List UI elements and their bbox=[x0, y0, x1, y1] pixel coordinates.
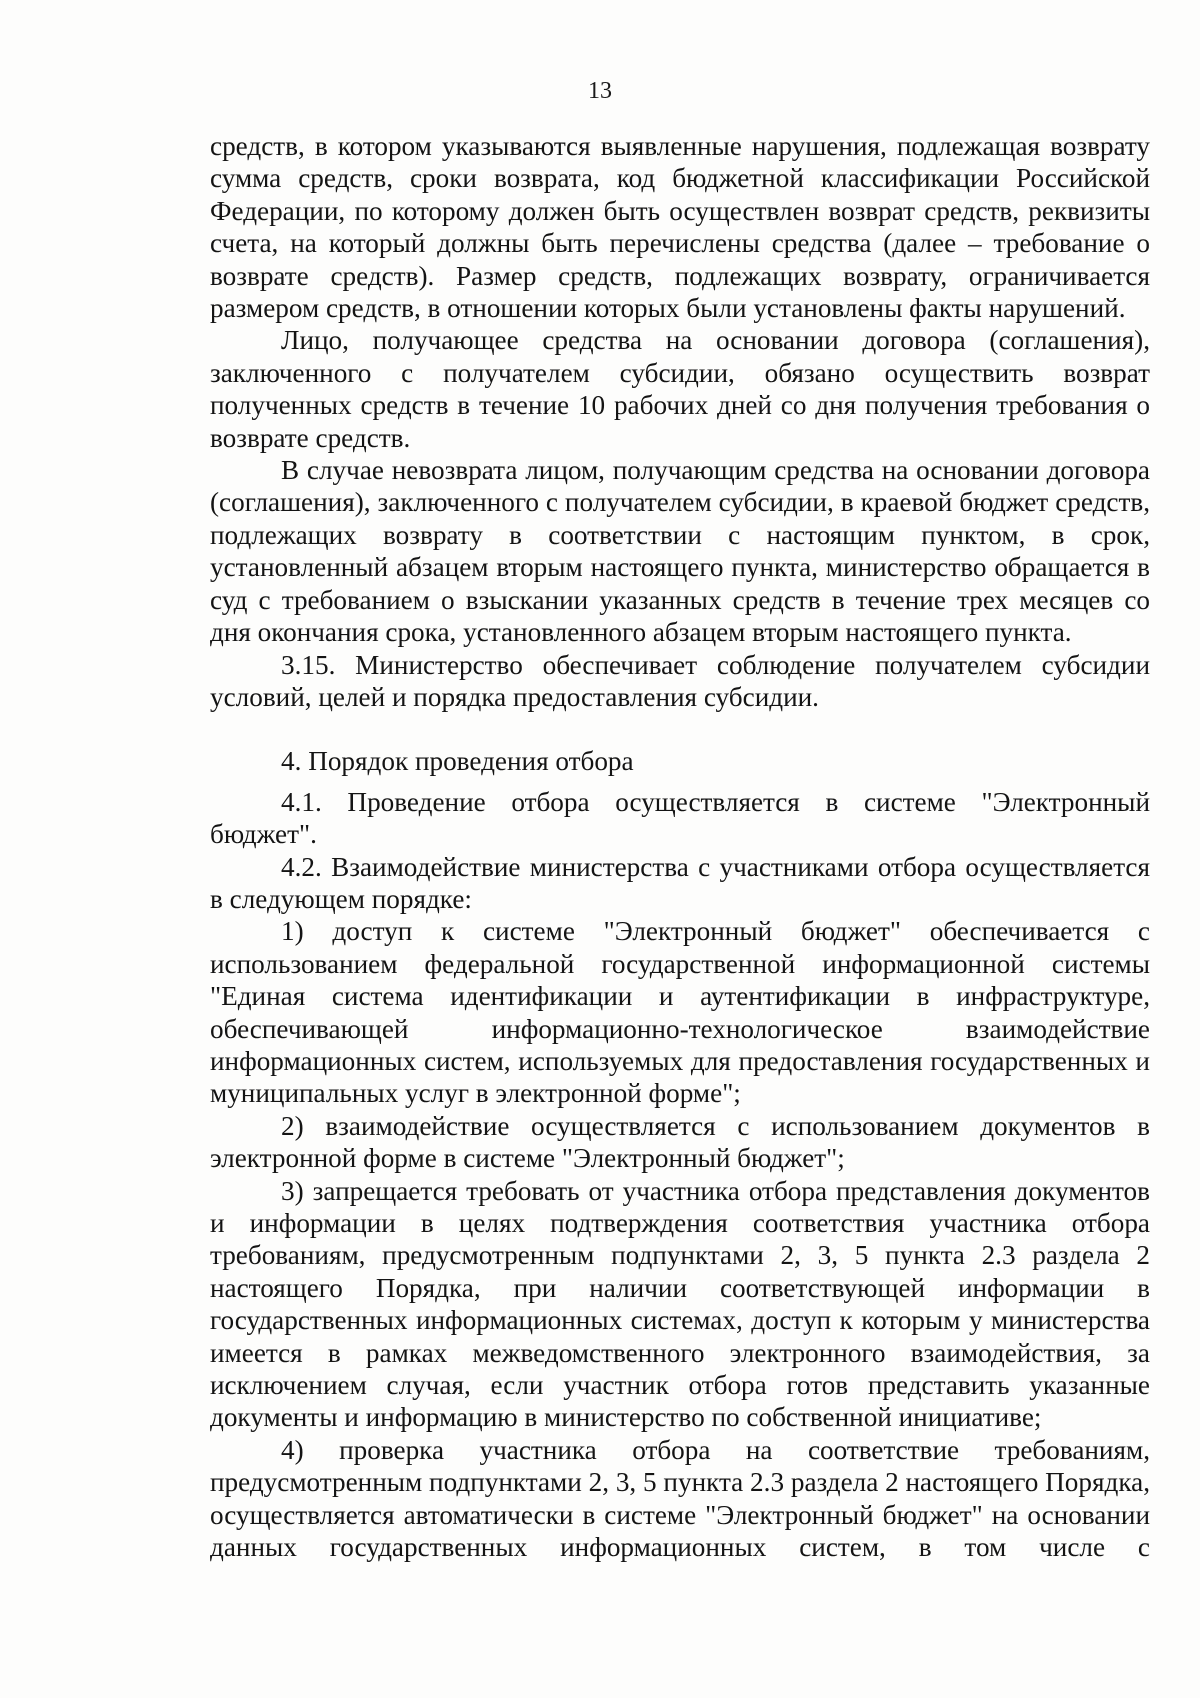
section-heading-4: 4. Порядок проведения отбора bbox=[281, 746, 634, 777]
paragraph-4-1: 4.1. Проведение отбора осуществляется в системе "Электронный бюджет". bbox=[210, 786, 1150, 850]
list-item-4: 4) проверка участника отбора на соответствие требованиям, предусмотренным подпунктами 2, 3, 5 пункта 2.3 раздела 2 настоящего Порядка, осуществляется автоматически в системе "Электронный бюджет" на основании данных государственных информационных систем, в том числе с bbox=[210, 1434, 1150, 1563]
paragraph-court-action: В случае невозврата лицом, получающим средства на основании договора (соглашения), заключенного с получателем субсидии, в краевой бюджет средств, подлежащих возврату в соответствии с настоящим пунктом, в срок, установленный абзацем вторым настоящего пункта, министерство обращается в суд с требованием о взыскании указанных средств в течение трех месяцев со дня окончания срока, установленного абзацем вторым настоящего пункта. bbox=[210, 455, 1150, 648]
paragraph-3-15: 3.15. Министерство обеспечивает соблюдение получателем субсидии условий, целей и порядка предоставления субсидии. bbox=[210, 649, 1150, 712]
list-item-1: 1) доступ к системе "Электронный бюджет" обеспечивается с использованием федеральной государственной информационной системы "Единая система идентификации и аутентификации в инфраструктуре, обеспечивающей информационно-технологическое взаимодействие информационных систем, используемых для предоставления государственных и муниципальных услуг в электронной форме"; bbox=[210, 916, 1150, 1109]
paragraph-4-2: 4.2. Взаимодействие министерства с участниками отбора осуществляется в следующем порядке: bbox=[210, 851, 1150, 914]
paragraph-refund-obligation: Лицо, получающее средства на основании договора (соглашения), заключенного с получателем субсидии, обязано осуществить возврат полученных средств в течение 10 рабочих дней со дня получения требования о возврате средств. bbox=[210, 325, 1150, 453]
list-item-3: 3) запрещается требовать от участника отбора представления документов и информации в целях подтверждения соответствия участника отбора требованиям, предусмотренным подпунктами 2, 3, 5 пункта 2.3 раздела 2 настоящего Порядка, при наличии соответствующей информации в государственных информационных системах, доступ к которым у министерства имеется в рамках межведомственного электронного взаимодействия, за исключением случая, если участник отбора готов представить указанные документы и информацию в министерство по собственной инициативе; bbox=[210, 1175, 1150, 1433]
paragraph-continuation: средств, в котором указываются выявленные нарушения, подлежащая возврату сумма средств, сроки возврата, код бюджетной классификации Российской Федерации, по которому должен быть осуществлен возврат средств, реквизиты счета, на который должны быть перечислены средства (далее – требование о возврате средств). Размер средств, подлежащих возврату, ограничивается размером средств, в отношении которых были установлены факты нарушений. bbox=[210, 131, 1150, 324]
list-item-2: 2) взаимодействие осуществляется с использованием документов в электронной форме в системе "Электронный бюджет"; bbox=[210, 1110, 1150, 1174]
document-body bbox=[210, 130, 1150, 1563]
page-number: 13 bbox=[588, 78, 612, 104]
